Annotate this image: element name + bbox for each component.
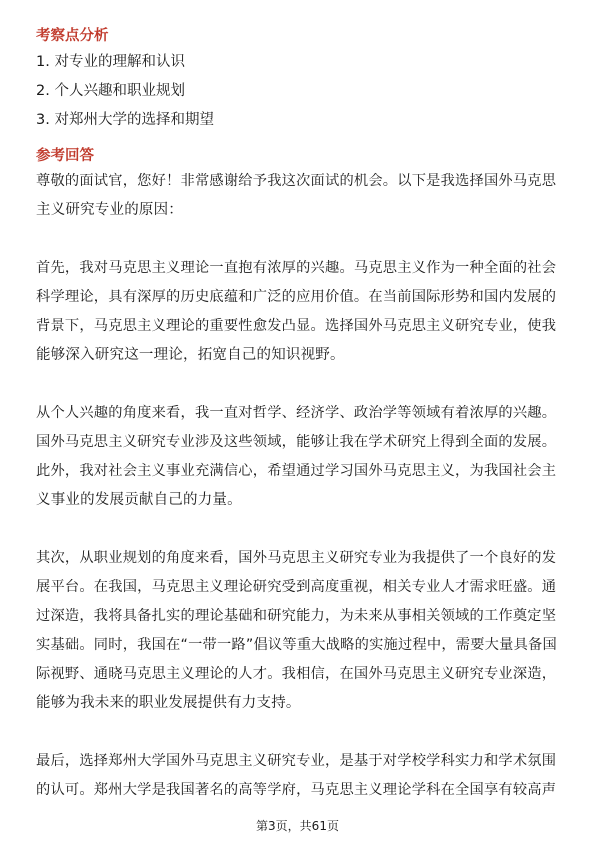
answer-paragraph-4	[36, 544, 560, 718]
answer-paragraph-2	[36, 254, 560, 370]
page-number: 第3页，共61页	[256, 819, 339, 833]
paragraph-line: 能够深入研究这一理论，拓宽自己的知识视野。	[36, 347, 345, 363]
paragraph-line: 实基础。同时，我国在“一带一路”倡议等重大战略的实施过程中，需要大量具备国	[36, 637, 557, 653]
paragraph-line: 背景下，马克思主义理论的重要性愈发凸显。选择国外马克思主义研究专业，使我	[36, 318, 557, 334]
answer-paragraph-1	[36, 167, 560, 225]
answer-paragraph-3	[36, 399, 560, 515]
paragraph-line: 最后，选择郑州大学国外马克思主义研究专业，是基于对学校学科实力和学术氛围	[36, 753, 557, 769]
paragraph-line: 能够为我未来的职业发展提供有力支持。	[36, 695, 301, 711]
paragraph-line: 义事业的发展贡献自己的力量。	[36, 492, 242, 508]
analysis-item-3: 3. 对郑州大学的选择和期望	[36, 112, 214, 128]
paragraph-line: 际视野、通晓马克思主义理论的人才。我相信，在国外马克思主义研究专业深造，	[36, 666, 557, 682]
paragraph-line: 其次，从职业规划的角度来看，国外马克思主义研究专业为我提供了一个良好的发	[36, 550, 557, 566]
paragraph-line: 此外，我对社会主义事业充满信心，希望通过学习国外马克思主义，为我国社会主	[36, 463, 557, 479]
analysis-item-2: 2. 个人兴趣和职业规划	[36, 83, 185, 99]
paragraph-line: 主义研究专业的原因：	[36, 202, 183, 218]
paragraph-line: 从个人兴趣的角度来看，我一直对哲学、经济学、政治学等领域有着浓厚的兴趣。	[36, 405, 557, 421]
analysis-item-1: 1. 对专业的理解和认识	[36, 54, 185, 70]
paragraph-line: 展平台。在我国，马克思主义理论研究受到高度重视，相关专业人才需求旺盛。通	[36, 579, 557, 595]
paragraph-line: 尊敬的面试官，您好！非常感谢给予我这次面试的机会。以下是我选择国外马克思	[36, 173, 557, 189]
paragraph-line: 国外马克思主义研究专业涉及这些领域，能够让我在学术研究上得到全面的发展。	[36, 434, 557, 450]
answer-paragraph-5	[36, 747, 560, 805]
section-title-answer: 参考回答	[36, 148, 94, 164]
paragraph-line: 首先，我对马克思主义理论一直抱有浓厚的兴趣。马克思主义作为一种全面的社会	[36, 260, 557, 276]
section-title-analysis: 考察点分析	[36, 28, 109, 44]
paragraph-line: 科学理论，具有深厚的历史底蕴和广泛的应用价值。在当前国际形势和国内发展的	[36, 289, 557, 305]
paragraph-line: 的认可。郑州大学是我国著名的高等学府，马克思主义理论学科在全国享有较高声	[36, 782, 557, 798]
paragraph-line: 过深造，我将具备扎实的理论基础和研究能力，为未来从事相关领域的工作奠定坚	[36, 608, 557, 624]
